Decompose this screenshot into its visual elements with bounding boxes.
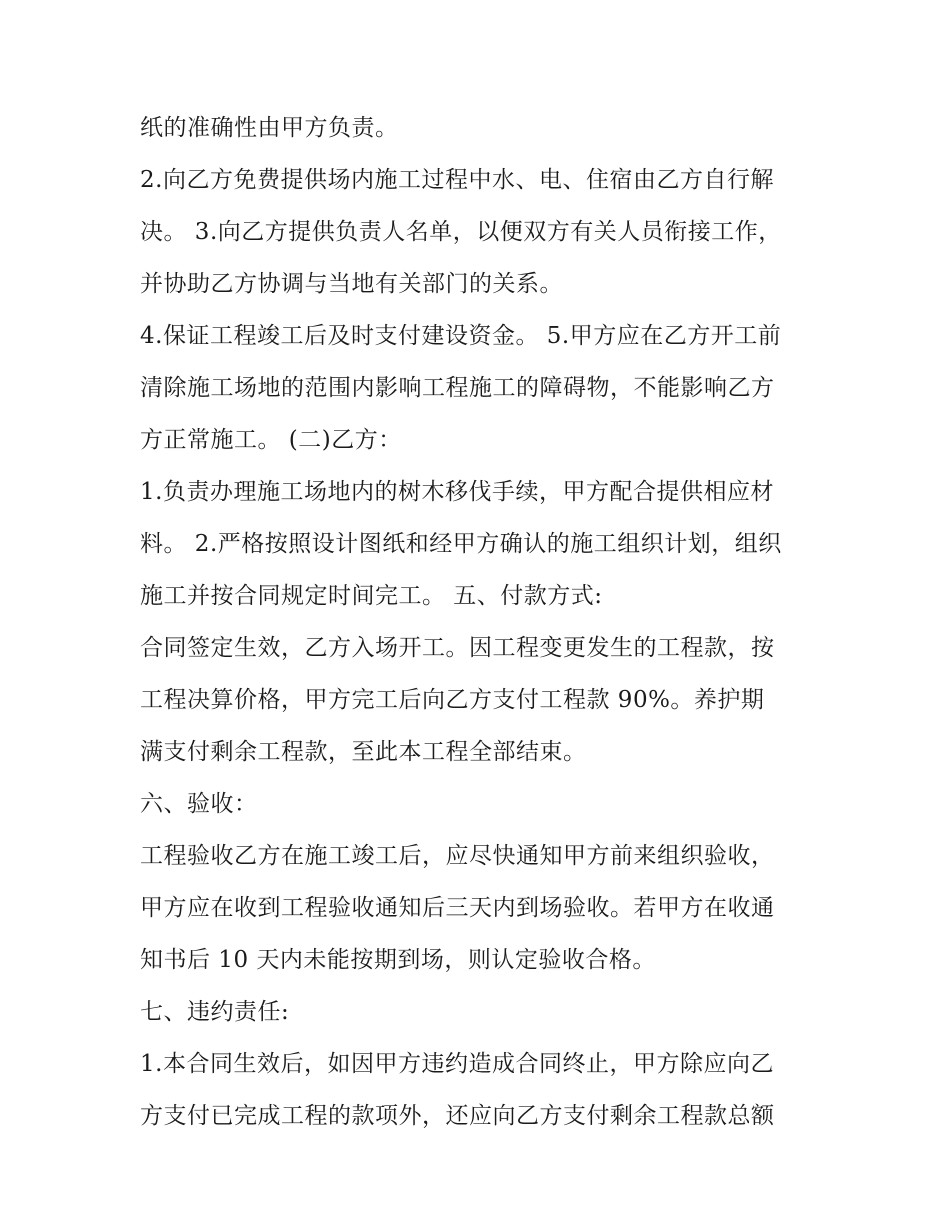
text-line: 1.本合同生效后，如因甲方违约造成合同终止，甲方除应向乙 — [140, 1051, 774, 1077]
text-line: 料。 2.严格按照设计图纸和经甲方确认的施工组织计划，组织 — [140, 531, 782, 557]
text-line: 决。 3.向乙方提供负责人名单，以便双方有关人员衔接工作， — [140, 219, 782, 245]
text-line: 纸的准确性由甲方负责。 — [140, 115, 399, 141]
text-line: 知书后 10 天内未能按期到场，则认定验收合格。 — [140, 947, 656, 973]
text-line: 工程验收乙方在施工竣工后，应尽快通知甲方前来组织验收， — [140, 843, 775, 869]
contract-body-text — [140, 108, 820, 1148]
text-line: 甲方应在收到工程验收通知后三天内到场验收。若甲方在收通 — [140, 895, 775, 921]
text-line: 清除施工场地的范围内影响工程施工的障碍物，不能影响乙方 — [140, 375, 775, 401]
text-line: 1.负责办理施工场地内的树木移伐手续，甲方配合提供相应材 — [140, 479, 774, 505]
text-line: 2.向乙方免费提供场内施工过程中水、电、住宿由乙方自行解 — [140, 167, 774, 193]
text-line: 合同签定生效，乙方入场开工。因工程变更发生的工程款，按 — [140, 635, 775, 661]
text-line: 满支付剩余工程款，至此本工程全部结束。 — [140, 739, 587, 765]
section-heading-liability: 七、违约责任: — [140, 999, 290, 1025]
text-line: 4.保证工程竣工后及时支付建设资金。 5.甲方应在乙方开工前 — [140, 323, 782, 349]
section-heading-payment: 施工并按合同规定时间完工。 五、付款方式: — [140, 583, 603, 609]
text-line: 并协助乙方协调与当地有关部门的关系。 — [140, 271, 563, 297]
text-line: 方正常施工。 (二)乙方： — [140, 427, 402, 453]
text-line: 工程决算价格，甲方完工后向乙方支付工程款 90%。养护期 — [140, 687, 765, 713]
text-line: 方支付已完成工程的款项外，还应向乙方支付剩余工程款总额 — [140, 1103, 775, 1129]
section-heading-acceptance: 六、验收： — [140, 791, 258, 817]
